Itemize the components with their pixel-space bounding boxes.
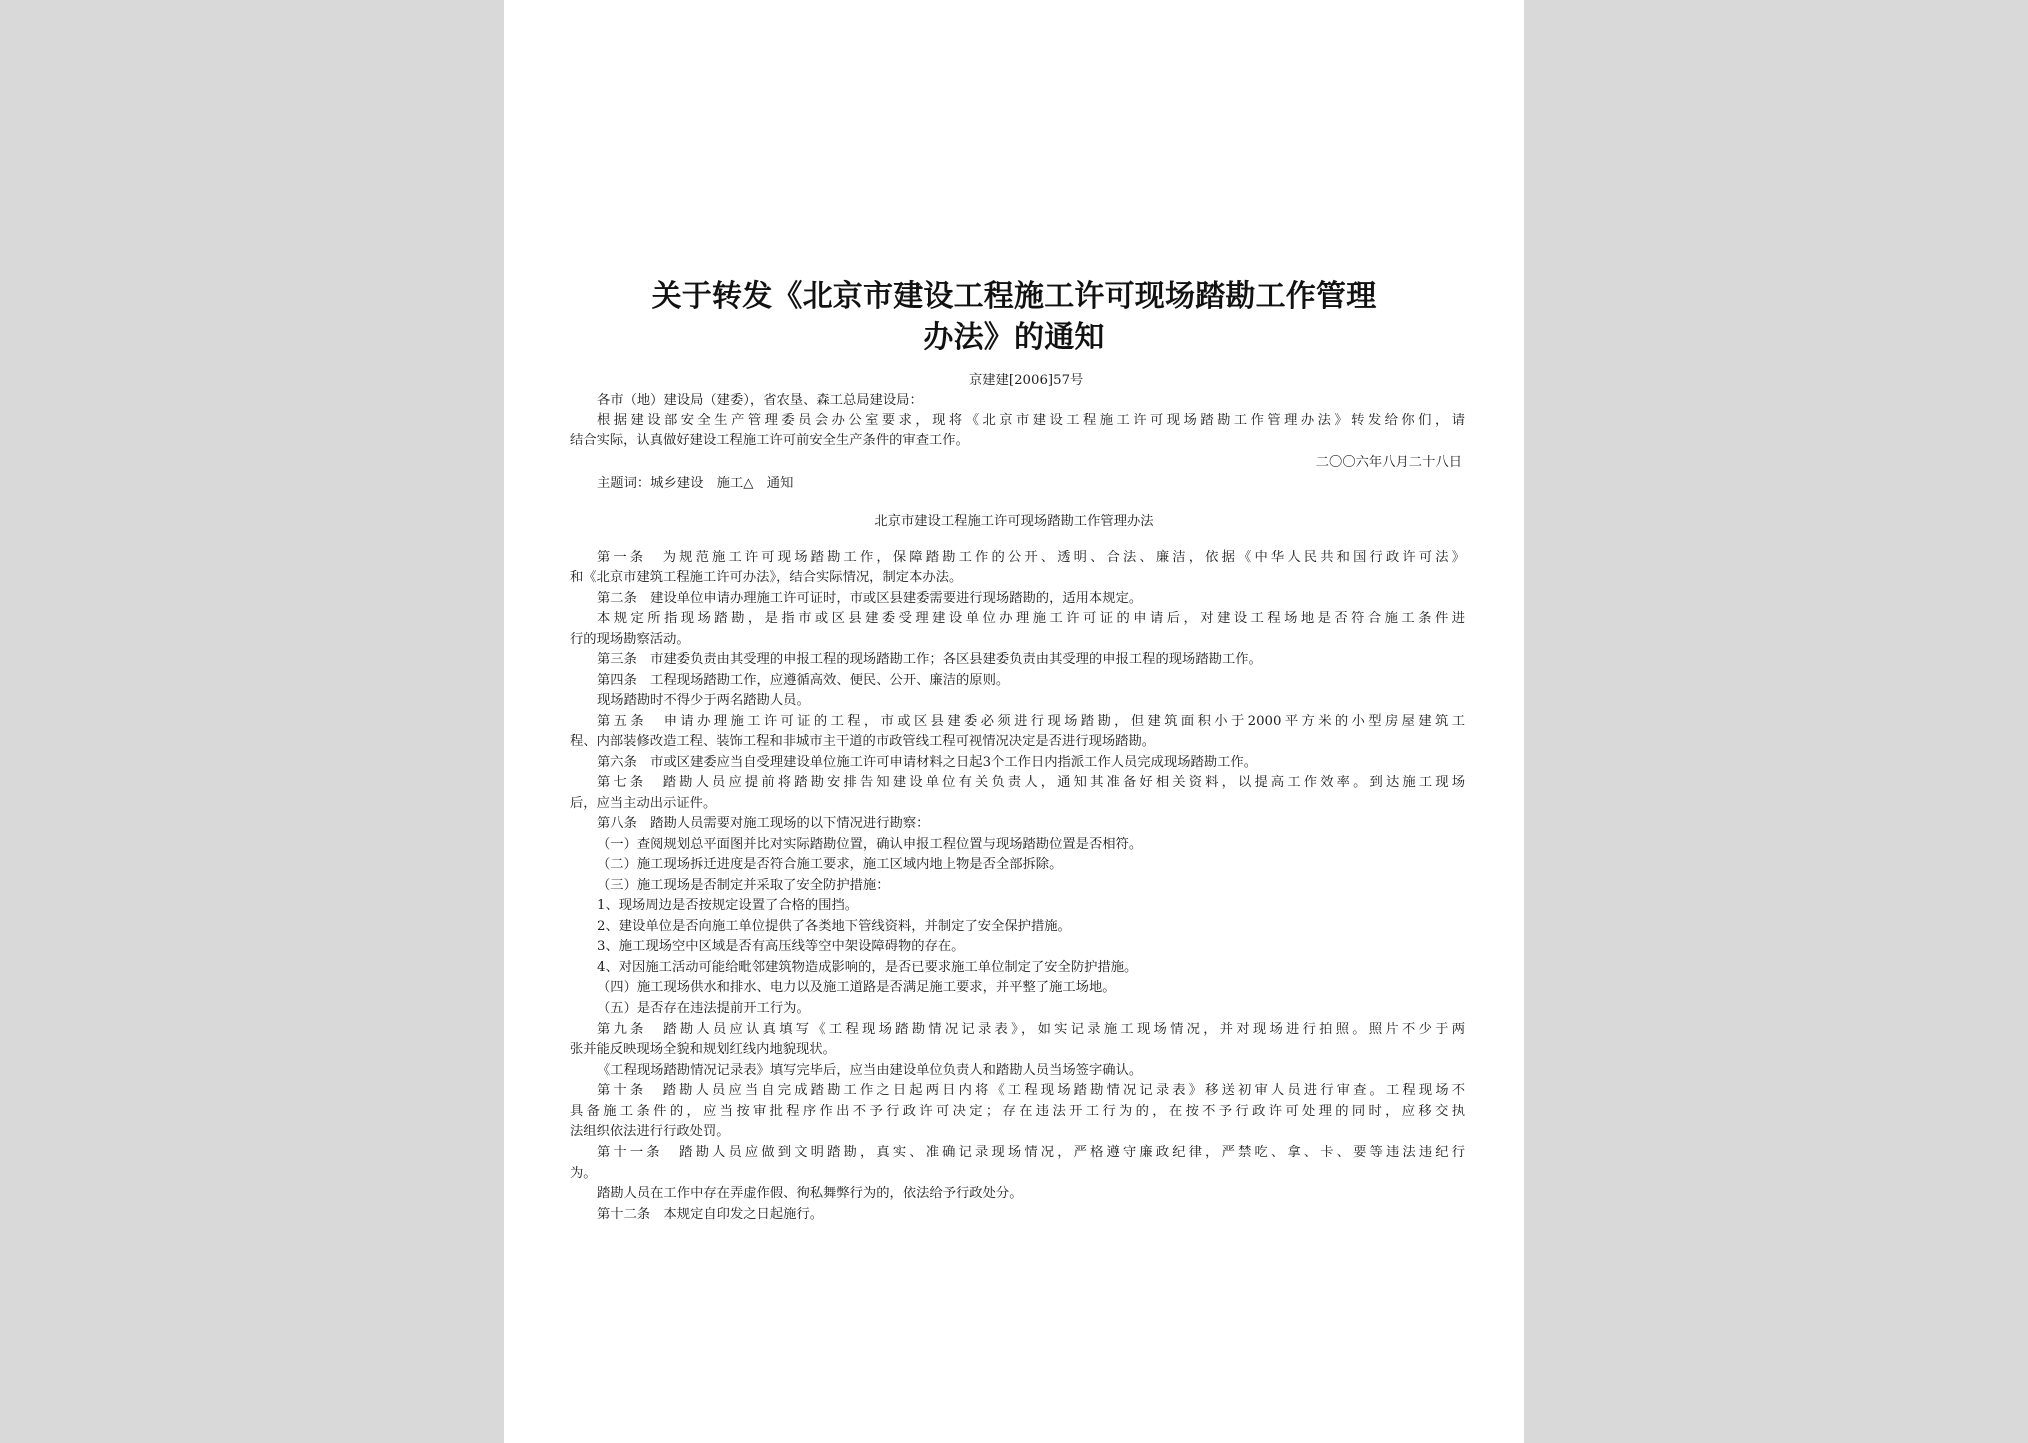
article-line: 踏勘人员在工作中存在弄虚作假、徇私舞弊行为的，依法给予行政处分。 [597,1186,1023,1201]
article-line: （一）查阅规划总平面图并比对实际踏勘位置，确认申报工程位置与现场踏勘位置是否相符。 [597,837,1143,852]
article-line: 为。 [570,1166,597,1181]
article-line: 第十一条 踏勘人员应做到文明踏勘，真实、准确记录现场情况，严格遵守廉政纪律，严禁吃、拿、卡、要等违法违纪行 [597,1145,1465,1160]
regulation-title: 北京市建设工程施工许可现场踏勘工作管理办法 [874,514,1154,529]
article-line: 第六条 市或区建委应当自受理建设单位施工许可申请材料之日起3个工作日内指派工作人员完成现场踏勘工作。 [597,755,1258,770]
article-line: 第四条 工程现场踏勘工作，应遵循高效、便民、公开、廉洁的原则。 [597,673,1010,688]
article-line: 第七条 踏勘人员应提前将踏勘安排告知建设单位有关负责人，通知其准备好相关资料，以提高工作效率。到达施工现场 [597,775,1465,790]
document-title-line-1: 关于转发《北京市建设工程施工许可现场踏勘工作管理 [651,279,1377,314]
article-line: 第五条 申请办理施工许可证的工程，市或区县建委必须进行现场踏勘，但建筑面积小于2000平方米的小型房屋建筑工 [597,714,1465,729]
article-line: 第三条 市建委负责由其受理的申报工程的现场踏勘工作；各区县建委负责由其受理的申报工程的现场踏勘工作。 [597,652,1262,667]
article-line: 《工程现场踏勘情况记录表》填写完毕后，应当由建设单位负责人和踏勘人员当场签字确认。 [597,1063,1143,1078]
article-line: 第二条 建设单位申请办理施工许可证时，市或区县建委需要进行现场踏勘的，适用本规定。 [597,591,1143,606]
article-line: （二）施工现场拆迁进度是否符合施工要求，施工区域内地上物是否全部拆除。 [597,857,1063,872]
addressee-line: 各市（地）建设局（建委），省农垦、森工总局建设局： [597,393,923,408]
article-line: 张并能反映现场全貌和规划红线内地貌现状。 [570,1042,836,1057]
article-line: （三）施工现场是否制定并采取了安全防护措施： [597,878,890,893]
article-line: 2、建设单位是否向施工单位提供了各类地下管线资料，并制定了安全保护措施。 [597,919,1071,934]
article-line: 1、现场周边是否按规定设置了合格的围挡。 [597,898,859,913]
article-line: 本规定所指现场踏勘，是指市或区县建委受理建设单位办理施工许可证的申请后，对建设工程场地是否符合施工条件进 [597,611,1465,626]
article-line: 3、施工现场空中区域是否有高压线等空中架设障碍物的存在。 [597,939,965,954]
document-title-line-2: 办法》的通知 [923,320,1105,355]
article-line: 法组织依法进行行政处罚。 [570,1124,730,1139]
article-line: 和《北京市建筑工程施工许可办法》，结合实际情况，制定本办法。 [570,570,963,585]
article-line: 第九条 踏勘人员应认真填写《工程现场踏勘情况记录表》，如实记录施工现场情况，并对现场进行拍照。照片不少于两 [597,1022,1465,1037]
issue-date: 二〇〇六年八月二十八日 [1315,455,1462,470]
article-line: 行的现场勘察活动。 [570,632,690,647]
article-line: 第十二条 本规定自印发之日起施行。 [597,1207,824,1222]
article-line: 第十条 踏勘人员应当自完成踏勘工作之日起两日内将《工程现场踏勘情况记录表》移送初审人员进行审查。工程现场不 [597,1083,1465,1098]
article-line: 4、对因施工活动可能给毗邻建筑物造成影响的，是否已要求施工单位制定了安全防护措施。 [597,960,1138,975]
intro-paragraph-line: 结合实际，认真做好建设工程施工许可前安全生产条件的审查工作。 [570,433,969,448]
article-line: 后，应当主动出示证件。 [570,796,717,811]
keywords-line: 主题词：城乡建设 施工△ 通知 [597,476,794,491]
article-line: 具备施工条件的，应当按审批程序作出不予行政许可决定；存在违法开工行为的，在按不予行政许可处理的同时，应移交执 [570,1104,1465,1119]
document-page [504,0,1524,1443]
article-line: （四）施工现场供水和排水、电力以及施工道路是否满足施工要求，并平整了施工场地。 [597,980,1116,995]
article-line: 第一条 为规范施工许可现场踏勘工作，保障踏勘工作的公开、透明、合法、廉洁，依据《中华人民共和国行政许可法》 [597,550,1465,565]
article-line: 程、内部装修改造工程、装饰工程和非城市主干道的市政管线工程可视情况决定是否进行现场踏勘。 [570,734,1156,749]
article-line: 现场踏勘时不得少于两名踏勘人员。 [597,693,810,708]
article-line: （五）是否存在违法提前开工行为。 [597,1001,810,1016]
intro-paragraph-line: 根据建设部安全生产管理委员会办公室要求，现将《北京市建设工程施工许可现场踏勘工作管理办法》转发给你们，请 [597,413,1465,428]
article-line: 第八条 踏勘人员需要对施工现场的以下情况进行勘察： [597,816,930,831]
document-number: 京建建[2006]57号 [969,373,1084,388]
